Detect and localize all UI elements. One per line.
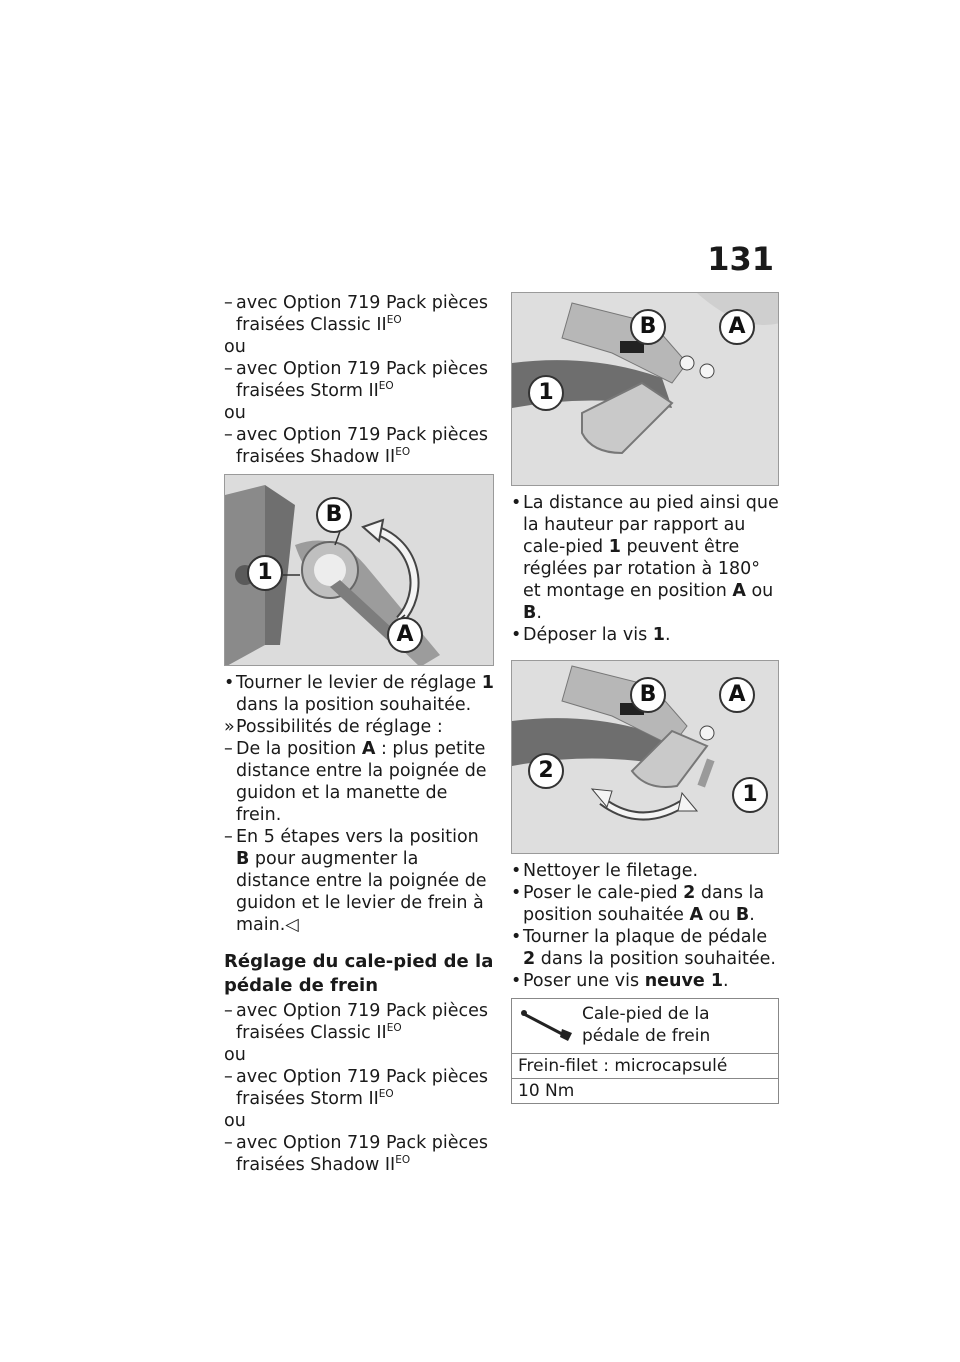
callout-b: B [630, 309, 666, 345]
callout-1: 1 [528, 375, 564, 411]
or-separator: ou [224, 337, 246, 357]
option-item: – avec Option 719 Pack pièces fraisées Storm $II^{EO}$ [224, 1067, 489, 1109]
option-item: – avec Option 719 Pack pièces fraisées Shadow $II^{EO}$ [224, 1133, 489, 1175]
option-item: – avec Option 719 Pack pièces fraisées Shadow $II^{EO}$ [224, 425, 489, 467]
end-mark: ◁ [285, 915, 299, 935]
or-separator: ou [224, 1045, 246, 1065]
figure-footrest-positions [511, 292, 779, 486]
left-column [224, 292, 494, 1176]
step-clean-thread: • Nettoyer le filetage. [511, 861, 699, 881]
spec-title: Cale-pied de la pédale de frein [582, 1004, 711, 1046]
spec-torque: 10 Nm [512, 1078, 778, 1103]
result-adjust-options: » Possibilités de réglage : [224, 717, 443, 737]
step-turn-lever: • Tourner le levier de réglage 1 dans la position souhaitée. [224, 673, 494, 715]
callout-a: A [719, 677, 755, 713]
step-install-screw: • Poser une vis neuve 1. [511, 971, 729, 991]
section-heading: Réglage du cale-pied de la pédale de frein [224, 951, 494, 996]
callout-a: A [719, 309, 755, 345]
torque-spec-table [511, 998, 779, 1104]
options-list-b [224, 1000, 494, 1176]
options-list-a [224, 292, 494, 468]
step-remove-screw: • Déposer la vis 1. [511, 625, 671, 645]
or-separator: ou [224, 1111, 246, 1131]
option-item: – avec Option 719 Pack pièces fraisées Classic $II^{EO}$ [224, 1001, 489, 1043]
callout-2: 2 [528, 753, 564, 789]
option-from-a: – De la position A : plus petite distance entre la poignée de guidon et la manette de frein. [224, 739, 487, 825]
step-distance-info: • La distance au pied ainsi que la hauteur par rapport au cale-pied 1 peuvent être réglées par rotation à 180° et montage en position A ou B. [511, 493, 779, 623]
option-item: – avec Option 719 Pack pièces fraisées Storm $II^{EO}$ [224, 359, 489, 401]
spec-threadlock: Frein-filet : microcapsulé [512, 1053, 778, 1078]
step-turn-pedal-plate: • Tourner la plaque de pédale 2 dans la position souhaitée. [511, 927, 776, 969]
torque-wrench-icon [518, 1003, 582, 1043]
callout-1: 1 [247, 555, 283, 591]
right-column [511, 292, 781, 1104]
option-item: – avec Option 719 Pack pièces fraisées Classic $II^{EO}$ [224, 293, 489, 335]
callout-1: 1 [732, 777, 768, 813]
callout-b: B [630, 677, 666, 713]
option-to-b: – En 5 étapes vers la position B pour augmenter la distance entre la poignée de guidon et le levier de frein à main.◁ [224, 827, 487, 935]
callout-b: B [316, 497, 352, 533]
page-number: 131 [707, 240, 774, 278]
figure-footrest-install [511, 660, 779, 854]
step-install-footrest: • Poser le cale-pied 2 dans la position souhaitée A ou B. [511, 883, 765, 925]
callout-a: A [387, 617, 423, 653]
or-separator: ou [224, 403, 246, 423]
spec-header [512, 999, 778, 1053]
figure-brake-lever-adjuster [224, 474, 494, 666]
